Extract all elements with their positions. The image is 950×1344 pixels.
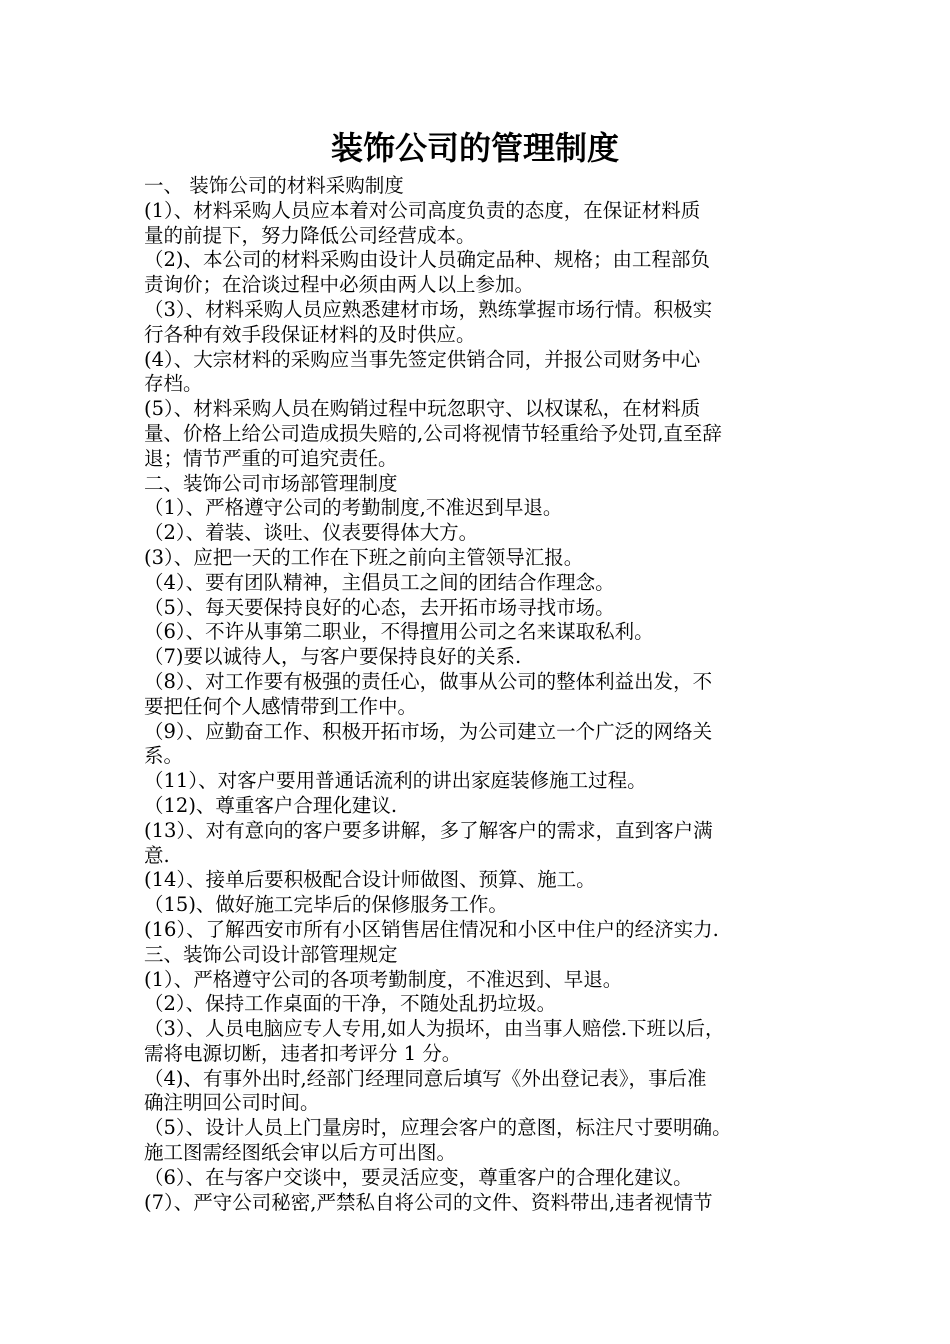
text-line: (13）、对有意向的客户要多讲解，多了解客户的需求，直到客户满 xyxy=(144,818,713,842)
text-line: (1）、严格遵守公司的各项考勤制度，不准迟到、早退。 xyxy=(144,967,623,991)
text-line: 三、装饰公司设计部管理规定 xyxy=(144,942,398,966)
text-line: (14）、接单后要积极配合设计师做图、预算、施工。 xyxy=(144,868,596,892)
text-line: （5）、每天要保持良好的心态，去开拓市场寻找市场。 xyxy=(144,595,615,619)
text-line: (4）、大宗材料的采购应当事先签定供销合同，并报公司财务中心 xyxy=(144,347,701,371)
text-line: 量的前提下，努力降低公司经营成本。 xyxy=(144,223,476,247)
text-line: (1）、材料采购人员应本着对公司高度负责的态度，在保证材料质 xyxy=(144,198,701,222)
text-line: （4)、有事外出时,经部门经理同意后填写《外出登记表》，事后准 xyxy=(144,1066,707,1090)
text-line: （8）、对工作要有极强的责任心，做事从公司的整体利益出发，不 xyxy=(144,669,713,693)
text-line: 二、装饰公司市场部管理制度 xyxy=(144,471,398,495)
text-line: 退；情节严重的可追究责任。 xyxy=(144,446,398,470)
text-line: （6）、在与客户交谈中，要灵活应变，尊重客户的合理化建议。 xyxy=(144,1165,693,1189)
text-line: 量、价格上给公司造成损失赔的,公司将视情节轻重给予处罚,直至辞 xyxy=(144,421,722,445)
text-line: （12)、尊重客户合理化建议. xyxy=(144,793,398,817)
text-line: （6）、不许从事第二职业，不得擅用公司之名来谋取私利。 xyxy=(144,620,654,644)
text-line: （9）、应勤奋工作、积极开拓市场，为公司建立一个广泛的网络关 xyxy=(144,719,713,743)
text-line: （3）、人员电脑应专人专用,如人为损坏，由当事人赔偿.下班以后， xyxy=(144,1017,725,1041)
text-line: 需将电源切断，违者扣考评分 1 分。 xyxy=(144,1041,462,1065)
text-line: （1）、严格遵守公司的考勤制度,不准迟到早退。 xyxy=(144,496,563,520)
document-title: 装饰公司的管理制度 xyxy=(330,129,619,167)
text-line: （15)、做好施工完毕后的保修服务工作。 xyxy=(144,893,508,917)
text-line: （2）、保持工作桌面的干净，不随处乱扔垃圾。 xyxy=(144,992,557,1016)
text-line: (7）、严守公司秘密,严禁私自将公司的文件、资料带出,违者视情节 xyxy=(144,1190,713,1214)
text-line: 责询价；在洽谈过程中必须由两人以上参加。 xyxy=(144,273,535,297)
text-line: (5）、材料采购人员在购销过程中玩忽职守、以权谋私，在材料质 xyxy=(144,397,701,421)
text-line: (16）、了解西安市所有小区销售居住情况和小区中住户的经济实力. xyxy=(144,917,719,941)
text-line: （11）、对客户要用普通话流利的讲出家庭装修施工过程。 xyxy=(144,769,647,793)
text-line: (3）、应把一天的工作在下班之前向主管领导汇报。 xyxy=(144,545,584,569)
text-line: 意. xyxy=(144,843,170,867)
text-line: （5）、设计人员上门量房时，应理会客户的意图，标注尺寸要明确。 xyxy=(144,1116,732,1140)
text-line: 一、 装饰公司的材料采购制度 xyxy=(144,174,404,197)
text-line: （3）、材料采购人员应熟悉建材市场，熟练掌握市场行情。积极实 xyxy=(144,297,713,321)
text-line: 要把任何个人感情带到工作中。 xyxy=(144,694,418,718)
text-line: 施工图需经图纸会审以后方可出图。 xyxy=(144,1141,457,1165)
text-line: 确注明回公司时间。 xyxy=(144,1091,320,1115)
text-line: （2)、本公司的材料采购由设计人员确定品种、规格；由工程部负 xyxy=(144,248,711,272)
text-line: （2）、着装、谈吐、仪表要得体大方。 xyxy=(144,521,479,545)
text-line: （7)要以诚待人，与客户要保持良好的关系. xyxy=(144,645,522,669)
text-line: （4）、要有团队精神，主倡员工之间的团结合作理念。 xyxy=(144,570,615,594)
text-line: 行各种有效手段保证材料的及时供应。 xyxy=(144,322,476,346)
document-body xyxy=(144,174,824,1215)
text-line: 存档。 xyxy=(144,372,203,396)
text-line: 系。 xyxy=(144,744,184,768)
